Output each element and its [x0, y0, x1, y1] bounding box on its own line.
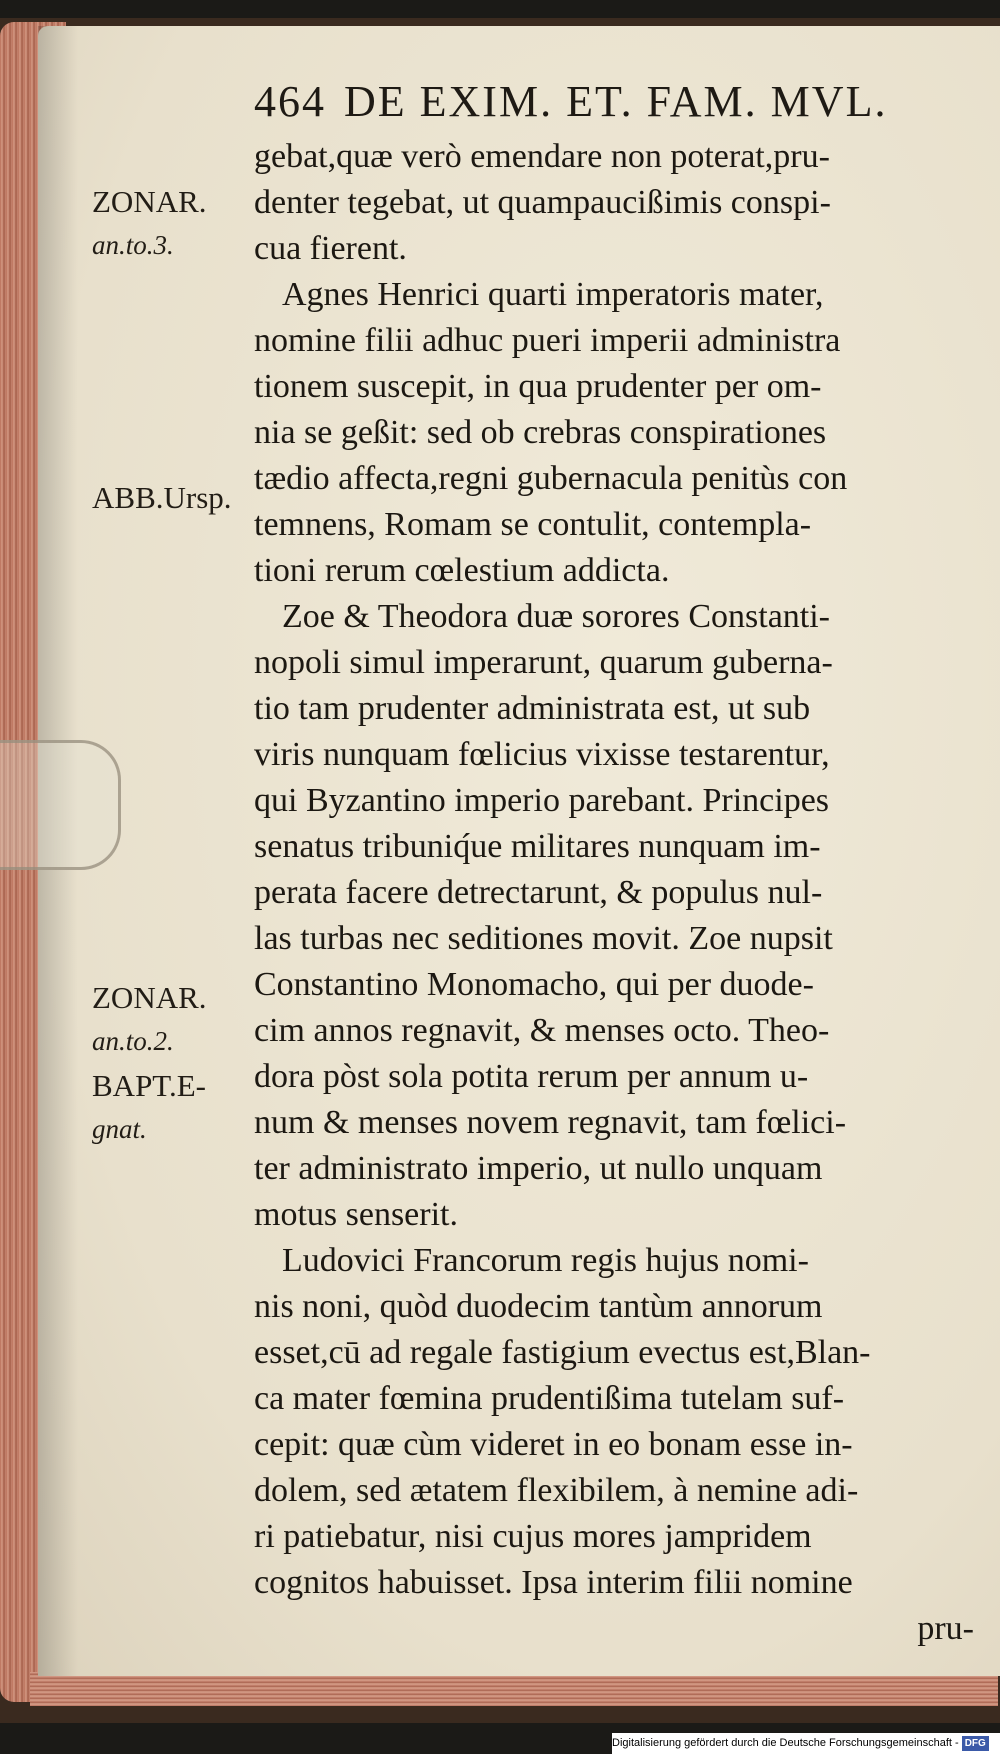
- text-line: temnens, Romam se contulit, contempla-: [254, 506, 812, 543]
- margin-note-zonaras-2: ZONAR.: [92, 980, 207, 1015]
- text-line: dora pòst sola potita rerum per annum u-: [254, 1058, 809, 1095]
- margin-note-zonaras: ZONAR.: [92, 184, 207, 219]
- page-clip: [0, 740, 121, 870]
- catchword: pru-: [917, 1610, 974, 1647]
- text-line: viris nunquam fœlicius vixisse testarentur,: [254, 736, 830, 773]
- text-line: ter administrato imperio, ut nullo unquam: [254, 1150, 823, 1187]
- text-line: dolem, sed ætatem flexibilem, à nemine adi-: [254, 1472, 859, 1509]
- running-title: DE EXIM. ET. FAM. MVL.: [344, 77, 888, 126]
- text-line: nopoli simul imperarunt, quarum guberna-: [254, 644, 833, 681]
- text-line: tionem suscepit, in qua prudenter per om-: [254, 368, 822, 405]
- text-line: motus senserit.: [254, 1196, 458, 1233]
- text-line: num & menses novem regnavit, tam fœlici-: [254, 1104, 847, 1141]
- body-text: [254, 134, 974, 1652]
- text-line: senatus tribuniq́ue militares nunquam im-: [254, 828, 821, 865]
- margin-note-tome-2: an.to.2.: [92, 1026, 174, 1056]
- text-line: tio tam prudenter administrata est, ut sub: [254, 690, 811, 727]
- margin-note-baptista: BAPT.E-: [92, 1068, 206, 1103]
- margin-note-tome: an.to.3.: [92, 230, 174, 260]
- page-edge-bottom: [30, 1672, 998, 1706]
- digitization-footer: [612, 1733, 1000, 1754]
- text-line: tædio affecta,regni gubernacula penitùs con: [254, 460, 848, 497]
- text-line: cognitos habuisset. Ipsa interim filii nomine: [254, 1564, 853, 1601]
- text-line: ca mater fœmina prudentißima tutelam suf-: [254, 1380, 845, 1417]
- text-line-paragraph-start: Ludovici Francorum regis hujus nomi-: [282, 1242, 809, 1279]
- text-line: ri patiebatur, nisi cujus mores jampridem: [254, 1518, 812, 1555]
- text-line: tioni rerum cœlestium addicta.: [254, 552, 670, 589]
- text-line: cua fierent.: [254, 230, 407, 267]
- page-number: 464: [254, 77, 326, 126]
- text-line: gebat,quæ verò emendare non poterat,pru-: [254, 138, 830, 175]
- text-line: cim annos regnavit, & menses octo. Theo-: [254, 1012, 830, 1049]
- text-line: las turbas nec seditiones movit. Zoe nupsit: [254, 920, 833, 957]
- dfg-logo: DFG: [962, 1736, 989, 1751]
- margin-note-abbas-ursp: ABB.Ursp.: [92, 480, 232, 515]
- text-line-paragraph-start: Zoe & Theodora duæ sorores Constanti-: [282, 598, 831, 635]
- text-line: denter tegebat, ut quampaucißimis conspi-: [254, 184, 831, 221]
- margin-note-egnat: gnat.: [92, 1114, 147, 1144]
- text-line-paragraph-start: Agnes Henrici quarti imperatoris mater,: [282, 276, 824, 313]
- text-line: nia se geßit: sed ob crebras conspirationes: [254, 414, 827, 451]
- text-line: esset,cū ad regale fastigium evectus est,Blan-: [254, 1334, 871, 1371]
- running-header: [254, 76, 934, 127]
- text-line: Constantino Monomacho, qui per duode-: [254, 966, 814, 1003]
- text-line: nomine filii adhuc pueri imperii administra: [254, 322, 841, 359]
- text-line: perata facere detrectarunt, & populus nul-: [254, 874, 823, 911]
- text-line: qui Byzantino imperio parebant. Principes: [254, 782, 830, 819]
- text-line: cepit: quæ cùm videret in eo bonam esse in-: [254, 1426, 853, 1463]
- footer-text: Digitalisierung gefördert durch die Deutsche Forschungsgemeinschaft -: [612, 1737, 959, 1749]
- text-line: nis noni, quòd duodecim tantùm annorum: [254, 1288, 823, 1325]
